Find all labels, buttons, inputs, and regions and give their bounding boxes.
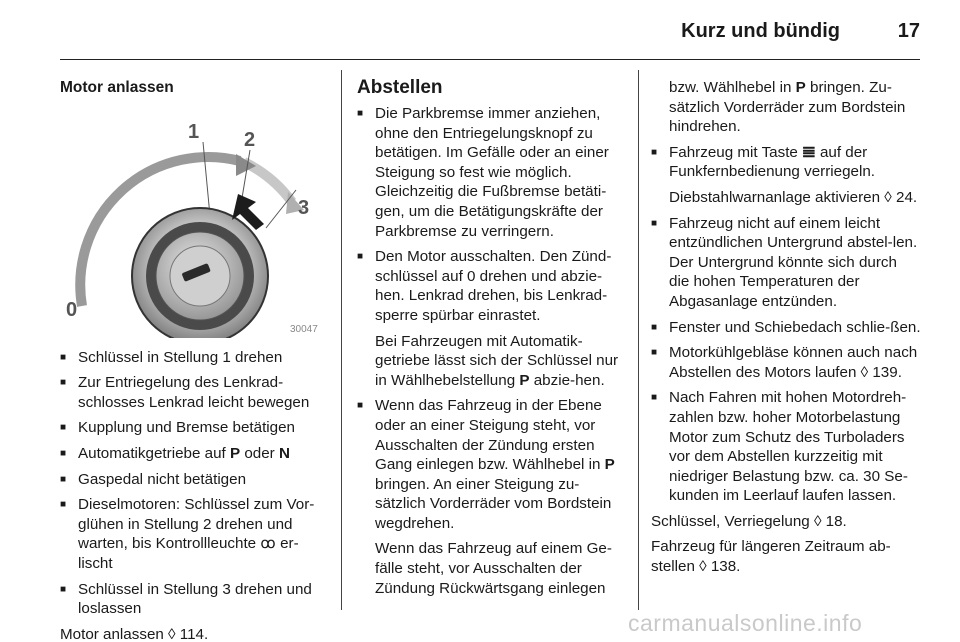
list-item: ■ Nach Fahren mit hohen Motordreh-zahlen bzw. hoher Motorbelastung Motor zum Schutz des Turboladers vor dem Abstellen kurzzeitig mit niedriger Belastung bzw. ca. 30 Se-kunden im Leerlauf laufen lassen. (651, 388, 921, 506)
parking-steps-list-continued (651, 143, 921, 506)
list-item-note: Wenn das Fahrzeug auf einem Ge-fälle steht, vor Ausschalten der Zündung Rückwärtsgang einlegen (375, 540, 612, 597)
column-motor-anlassen (60, 78, 328, 642)
list-item: ■ Dieselmotoren: Schlüssel zum Vor-glühen in Stellung 2 drehen und warten, bis Kontrollleuchte ꝏ er-lischt (60, 495, 328, 573)
page-number: 17 (897, 20, 920, 42)
watermark: carmanualsonline.info (628, 610, 863, 636)
position-1-label: 1 (188, 120, 200, 143)
page-header (60, 0, 920, 60)
list-item-note: Bei Fahrzeugen mit Automatik-getriebe lässt sich der Schlüssel nur in Wählhebelstellung P abzie-hen. (375, 332, 619, 389)
lock-button-icon: 𝌆 (802, 143, 816, 161)
list-item: ■ Fahrzeug mit Taste 𝌆 auf der Funkfernbedienung verriegeln. Diebstahlwarnanlage aktivieren ◊ 24. (651, 143, 921, 208)
glow-plug-icon: ꝏ (260, 535, 276, 553)
list-item: ■ Den Motor ausschalten. Den Zünd-schlüssel auf 0 drehen und abzie-hen. Lenkrad drehen, bis Lenkrad-sperre spürbar einrastet. Bei Fahrzeugen mit Automatik-getriebe lässt sich der Schlüssel nur in Wählhebelstellung P abzie-hen. (357, 247, 625, 390)
ignition-illustration (60, 106, 328, 338)
cross-reference: Fahrzeug für längeren Zeitraum ab-stellen ◊ 138. (651, 538, 891, 576)
column-divider-2 (638, 70, 639, 610)
list-item: ■ Fahrzeug nicht auf einem leicht entzündlichen Untergrund abstel-len. Der Untergrund könnte sich durch die hohen Temperaturen der Abgasanlage entzünden. (651, 214, 921, 312)
list-item: ■ Schlüssel in Stellung 3 drehen und loslassen (60, 580, 328, 619)
page-title: Kurz und bündig (681, 20, 840, 42)
parking-steps-list (357, 104, 625, 598)
ignition-switch-diagram (60, 106, 328, 338)
cross-reference: Motor anlassen ◊ 114. (60, 625, 209, 642)
list-item: ■ Automatikgetriebe auf P oder N (60, 444, 328, 464)
position-2-label: 2 (244, 128, 256, 151)
continued-text: bzw. Wählhebel in P bringen. Zu-sätzlich Vorderräder zum Bordstein hindrehen. (669, 79, 906, 136)
list-item: ■ Wenn das Fahrzeug in der Ebene oder an einer Steigung steht, vor Ausschalten der Zündung ersten Gang einlegen bzw. Wählhebel in P bringen. An einer Steigung zu-sätzlich Vorderräder vom Bordstein wegdrehen. Wenn das Fahrzeug auf einem Ge-fälle steht, vor Ausschalten der Zündung Rückwärtsgang einlegen (357, 396, 625, 598)
section-heading-motor-anlassen: Motor anlassen (60, 79, 174, 96)
list-item: ■ Schlüssel in Stellung 1 drehen (60, 348, 328, 368)
position-0-label: 0 (66, 298, 78, 321)
column-abstellen (357, 78, 625, 604)
position-3-label: 3 (298, 196, 310, 219)
section-heading-abstellen: Abstellen (357, 77, 443, 98)
list-item: ■ Motorkühlgebläse können auch nach Abstellen des Motors laufen ◊ 139. (651, 343, 921, 382)
column-divider-1 (341, 70, 342, 610)
cross-reference: Schlüssel, Verriegelung ◊ 18. (651, 512, 847, 530)
list-item: ■ Gaspedal nicht betätigen (60, 470, 328, 490)
list-item-note: Diebstahlwarnanlage aktivieren ◊ 24. (669, 188, 918, 206)
list-item: ■ Zur Entriegelung des Lenkrad-schlosses Lenkrad leicht bewegen (60, 373, 328, 412)
column-abstellen-continued (651, 78, 921, 583)
figure-code: 30047 (290, 323, 318, 335)
list-item: ■ Die Parkbremse immer anziehen, ohne den Entriegelungsknopf zu betätigen. Im Gefälle oder an einer Steigung so fest wie möglich. Gleichzeitig die Fußbremse betäti-gen, um die Betätigungskräfte der Parkbremse zu verringern. (357, 104, 625, 241)
list-item: ■ Kupplung und Bremse betätigen (60, 418, 328, 438)
list-item: ■ Fenster und Schiebedach schlie-ßen. (651, 318, 921, 338)
start-steps-list (60, 348, 328, 619)
